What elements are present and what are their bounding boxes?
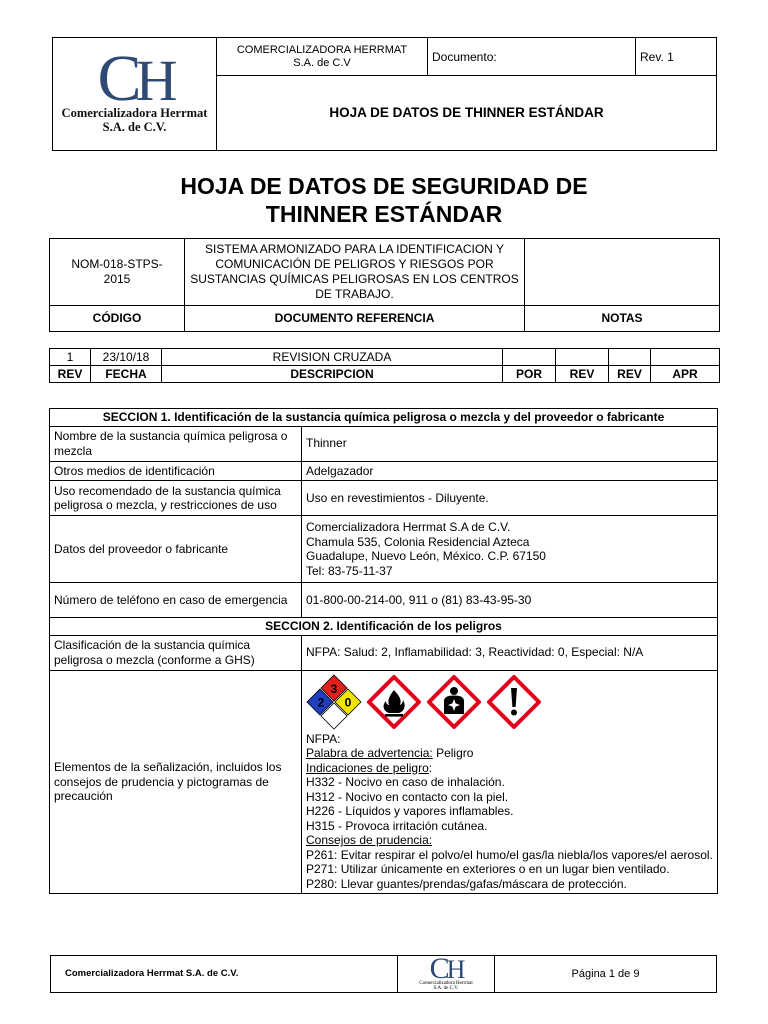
documento-value: SISTEMA ARMONIZADO PARA LA IDENTIFICACION Y COMUNICACIÓN DE PELIGROS Y RIESGOS POR SUSTANCIAS QUÍMICAS PELIGROSAS EN LOS CENTROS DE TRABAJO. [185, 239, 525, 306]
doc-title: HOJA DE DATOS DE THINNER ESTÁNDAR [217, 76, 717, 151]
s2-label-elements: Elementos de la señalización, incluidos los consejos de prudencia y pictogramas de precaución [50, 670, 302, 894]
footer-page-number: Página 1 de 9 [495, 956, 717, 993]
hazard-statement: H226 - Líquidos y vapores inflamables. [306, 804, 514, 818]
s1-label-name: Nombre de la sustancia química peligrosa o mezcla [50, 426, 302, 461]
footer-logo-text1: Comercializadora Herrmat [419, 980, 473, 986]
rev-label: Rev. 1 [636, 38, 717, 76]
hazard-statement: H332 - Nocivo en caso de inhalación. [306, 775, 505, 789]
apr-header: APR [651, 366, 720, 383]
notas-label: NOTAS [525, 306, 720, 332]
s2-label-classification: Clasificación de la sustancia química peligrosa o mezcla (conforme a GHS) [50, 635, 302, 670]
company-line2: S.A. de C.V [293, 56, 351, 69]
signal-word [306, 746, 713, 761]
rev-por [503, 349, 556, 366]
sds-sections-table [49, 408, 718, 894]
hazard-statement: H312 - Nocivo en contacto con la piel. [306, 789, 509, 804]
company-logo [53, 38, 217, 151]
codigo-value: NOM-018-STPS-2015 [50, 239, 185, 306]
nfpa-label: NFPA: [306, 731, 341, 746]
rev-number: 1 [50, 349, 91, 366]
s1-value-emergency: 01-800-00-214-00, 911 o (81) 83-43-95-30 [302, 583, 718, 618]
s1-label-use: Uso recomendado de la sustancia química peligrosa o mezcla, y restricciones de uso [50, 481, 302, 516]
rev-date: 23/10/18 [91, 349, 162, 366]
rev-apr [651, 349, 720, 366]
precaution-statement: P280: Llevar guantes/prendas/gafas/máscara de protección. [306, 876, 627, 891]
rev3-header: REV [609, 366, 651, 383]
nfpa-health: 2 [317, 695, 325, 709]
company-line1: COMERCIALIZADORA HERRMAT [236, 43, 408, 56]
s1-label-emergency: Número de teléfono en caso de emergencia [50, 583, 302, 618]
rev2-header: REV [556, 366, 609, 383]
hazard-statement: H315 - Provoca irritación cutánea. [306, 818, 488, 833]
s1-value-supplier [302, 516, 718, 583]
nfpa-flammability: 3 [330, 681, 338, 696]
page-footer [50, 951, 717, 993]
rev-description: REVISION CRUZADA [162, 349, 503, 366]
s2-value-classification: NFPA: Salud: 2, Inflamabilidad: 3, Reactividad: 0, Especial: N/A [302, 635, 718, 670]
revision-table [49, 348, 720, 383]
nfpa-diamond-icon [306, 674, 362, 730]
s2-value-elements [302, 670, 718, 894]
documento-label: Documento: [428, 38, 636, 76]
section2-title: SECCION 2. Identificación de los peligros [50, 618, 718, 636]
precaution-title: Consejos de prudencia: [306, 833, 433, 847]
footer-logo [398, 951, 495, 993]
footer-company: Comercializadora Herrmat S.A. de C.V. [51, 956, 398, 993]
notas-value [525, 239, 720, 306]
rev-rev2 [556, 349, 609, 366]
pictogram-row [306, 674, 713, 730]
por-header: POR [503, 366, 556, 383]
codigo-label: CÓDIGO [50, 306, 185, 332]
s1-label-other-id: Otros medios de identificación [50, 461, 302, 481]
s1-value-name: Thinner [302, 426, 718, 461]
s1-value-use: Uso en revestimientos - Diluyente. [302, 481, 718, 516]
company-name-cell [217, 38, 428, 76]
documento-label: DOCUMENTO REFERENCIA [185, 306, 525, 332]
page-title-line2: THINNER ESTÁNDAR [265, 201, 503, 227]
supplier-line2: Chamula 535, Colonia Residencial Azteca [306, 534, 530, 549]
hazard-title-label: Indicaciones de peligro [306, 760, 429, 775]
logo-company-line1: Comercializadora Herrmat [61, 106, 208, 120]
signal-word-label: Palabra de advertencia: [306, 746, 433, 760]
supplier-line1: Comercializadora Herrmat S.A de C.V. [306, 520, 511, 534]
section1-title: SECCION 1. Identificación de la sustancia química peligrosa o mezcla y del proveedor o fabricante [50, 409, 718, 427]
flame-icon [366, 674, 422, 730]
precaution-statement: P261: Evitar respirar el polvo/el humo/el gas/la niebla/los vapores/el aerosol. [306, 847, 713, 862]
exclamation-icon [486, 674, 542, 730]
signal-word-value: Peligro [432, 746, 474, 760]
supplier-line3: Guadalupe, Nuevo León, México. C.P. 67150 [306, 549, 546, 563]
hazard-title-colon: : [428, 760, 433, 775]
descripcion-header: DESCRIPCION [162, 366, 503, 383]
hazard-title [306, 761, 713, 776]
reference-table [49, 238, 720, 332]
supplier-phone: Tel: 83-75-11-37 [306, 563, 393, 578]
precaution-statement: P271: Utilizar únicamente en exteriores o en un lugar bien ventilado. [306, 862, 670, 876]
rev-header: REV [50, 366, 91, 383]
footer-logo-letters: CH [429, 951, 463, 985]
logo-letters: CH [97, 42, 172, 115]
page-title [0, 172, 768, 228]
rev-rev3 [609, 349, 651, 366]
document-header [52, 37, 717, 151]
fecha-header: FECHA [91, 366, 162, 383]
health-hazard-icon [426, 674, 482, 730]
nfpa-reactivity: 0 [344, 695, 352, 709]
logo-company-line2: S.A. de C.V. [102, 120, 167, 134]
s1-label-supplier: Datos del proveedor o fabricante [50, 516, 302, 583]
footer-logo-text2: S.A. de C.V. [433, 985, 459, 991]
page-title-line1: HOJA DE DATOS DE SEGURIDAD DE [180, 173, 588, 199]
s1-value-other-id: Adelgazador [302, 461, 718, 481]
